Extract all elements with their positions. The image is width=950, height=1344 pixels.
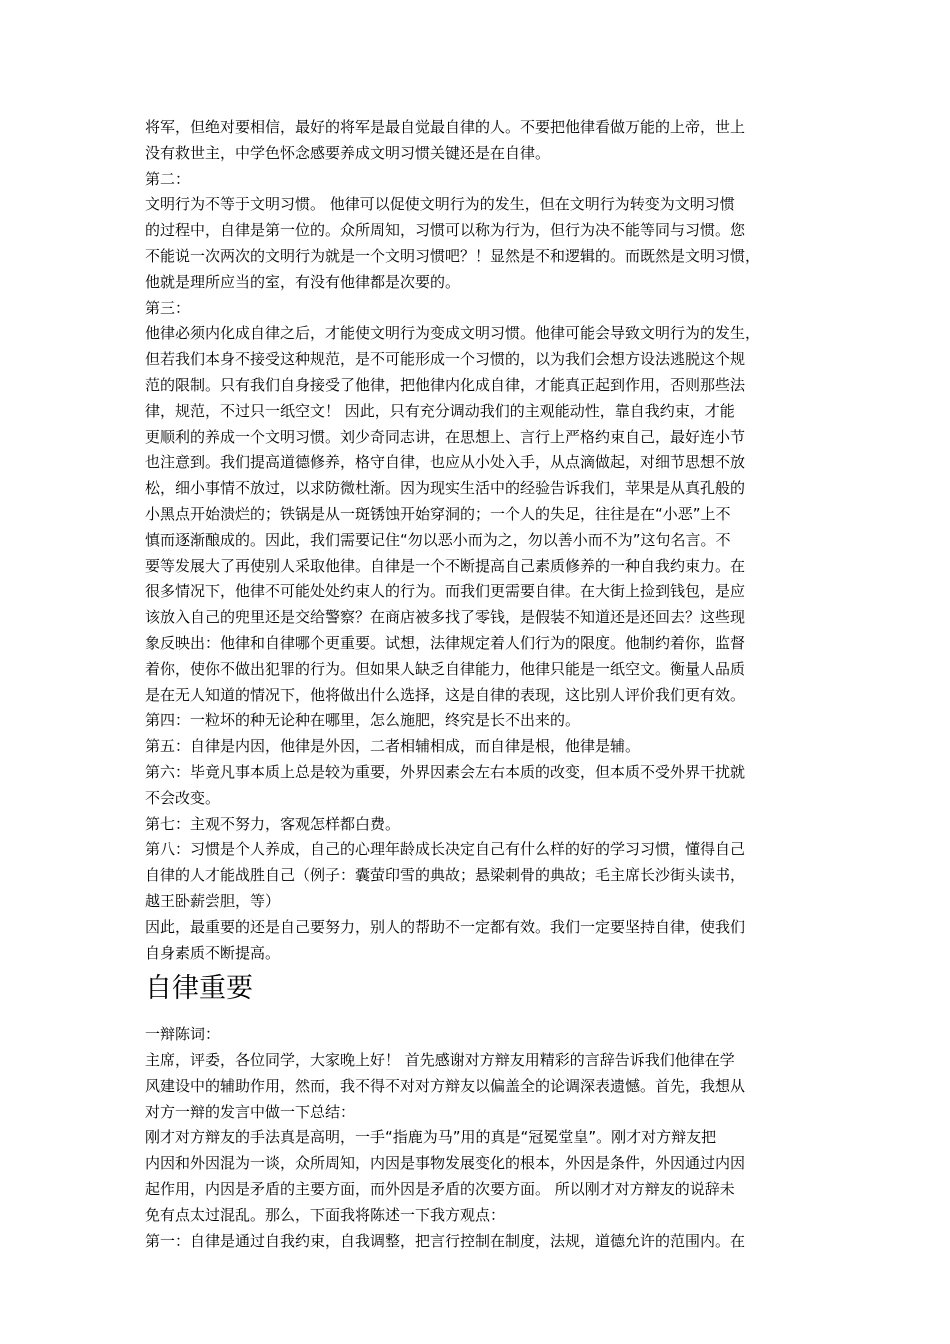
text-line: 不能说一次两次的文明行为就是一个文明习惯吧？！显然是不和逻辑的。而既然是文明习惯， [145, 246, 761, 265]
text-line: 将军，但绝对要相信，最好的将军是最自觉最自律的人。不要把他律看做万能的上帝，世上 [145, 118, 746, 136]
text-line: 第四：一粒坏的种无论种在哪里，怎么施肥，终究是长不出来的。 [145, 711, 581, 730]
text-line: 自律的人才能战胜自己（例子：囊萤印雪的典故；悬梁刺骨的典故；毛主席长沙街头读书， [145, 866, 746, 885]
text-line: 要等发展大了再使别人采取他律。自律是一个不断提高自己素质修养的一种自我约束力。在 [145, 556, 746, 575]
text-line: 对方一辩的发言中做一下总结： [145, 1102, 356, 1121]
text-line: 没有救世主，中学色怀念感要养成文明习惯关键还是在自律。 [145, 143, 551, 162]
text-line: 刚才对方辩友的手法真是高明，一手“指鹿为马”用的真是“冠冕堂皇”。刚才对方辩友把 [145, 1128, 717, 1147]
text-line: 更顺利的养成一个文明习惯。刘少奇同志讲，在思想上、言行上严格约束自己，最好连小节 [145, 427, 746, 446]
document-page [145, 115, 813, 1254]
text-line: 松，细小事情不放过，以求防微杜渐。因为现实生活中的经验告诉我们，苹果是从真孔般的 [145, 479, 746, 498]
text-line: 第二： [145, 169, 191, 188]
text-line: 第八：习惯是个人养成，自己的心理年龄成长决定自己有什么样的好的学习习惯，懂得自己 [145, 840, 746, 859]
text-line: 越王卧薪尝胆，等） [145, 891, 281, 910]
text-line: 文明行为不等于文明习惯。 他律可以促使文明行为的发生，但在文明行为转变为文明习惯 [145, 195, 735, 214]
text-line: 风建设中的辅助作用，然而，我不得不对对方辩友以偏盖全的论调深表遗憾。首先，我想从 [145, 1076, 746, 1095]
text-line: 律，规范，不过只一纸空文！ 因此，只有充分调动我们的主观能动性，靠自我约束，才能 [145, 401, 735, 420]
body-text-top [145, 115, 813, 966]
text-line: 起作用，内因是矛盾的主要方面，而外因是矛盾的次要方面。 所以刚才对方辩友的说辞未 [145, 1180, 735, 1199]
section-heading: 自律重要 [145, 973, 253, 1005]
text-line: 小黑点开始溃烂的；铁锅是从一斑锈蚀开始穿洞的；一个人的失足，往往是在“小恶”上不 [145, 504, 731, 523]
text-line: 是在无人知道的情况下，他将做出什么选择，这是自律的表现，这比别人评价我们更有效。 [145, 685, 746, 704]
text-line: 的过程中，自律是第一位的。众所周知，习惯可以称为行为，但行为决不能等同与习惯。您 [145, 221, 746, 240]
text-line: 免有点太过混乱。那么，下面我将陈述一下我方观点： [145, 1205, 506, 1224]
text-line: 内因和外因混为一谈，众所周知，内因是事物发展变化的根本，外因是条件，外因通过内因 [145, 1154, 746, 1173]
text-line: 他律必须内化成自律之后，才能使文明行为变成文明习惯。他律可能会导致文明行为的发生， [145, 324, 761, 343]
text-line: 慎而逐渐酿成的。因此，我们需要记住“勿以恶小而为之，勿以善小而不为”这句名言。不 [145, 530, 731, 549]
text-line: 第七：主观不努力，客观怎样都白费。 [145, 814, 401, 833]
text-line: 很多情况下，他律不可能处处约束人的行为。而我们更需要自律。在大街上捡到钱包，是应 [145, 582, 746, 601]
text-line: 主席，评委，各位同学，大家晚上好！ 首先感谢对方辩友用精彩的言辞告诉我们他律在学 [145, 1051, 735, 1070]
text-line: 但若我们本身不接受这种规范，是不可能形成一个习惯的，以为我们会想方设法逃脱这个规 [145, 350, 746, 369]
text-line: 着你，使你不做出犯罪的行为。但如果人缺乏自律能力，他律只能是一纸空文。衡量人品质 [145, 659, 746, 678]
text-line: 也注意到。我们提高道德修养，格守自律，也应从小处入手，从点滴做起，对细节思想不放 [145, 453, 746, 472]
text-line: 第六：毕竟凡事本质上总是较为重要，外界因素会左右本质的改变，但本质不受外界干扰就 [145, 762, 746, 781]
text-line: 第三： [145, 298, 191, 317]
text-line: 不会改变。 [145, 788, 221, 807]
text-line: 第一：自律是通过自我约束，自我调整，把言行控制在制度，法规，道德允许的范围内。在 [145, 1231, 746, 1250]
body-text-bottom [145, 1022, 813, 1254]
text-line: 第五：自律是内因，他律是外因，二者相辅相成，而自律是根，他律是辅。 [145, 737, 641, 756]
text-line: 自身素质不断提高。 [145, 943, 281, 962]
text-line: 该放入自己的兜里还是交给警察？在商店被多找了零钱，是假装不知道还是还回去？这些现 [145, 608, 746, 627]
text-line: 因此，最重要的还是自己要努力，别人的帮助不一定都有效。我们一定要坚持自律，使我们 [145, 917, 746, 936]
text-line: 他就是理所应当的室，有没有他律都是次要的。 [145, 272, 461, 291]
text-line: 一辩陈词： [145, 1025, 221, 1044]
text-line: 范的限制。只有我们自身接受了他律，把他律内化成自律，才能真正起到作用，否则那些法 [145, 375, 746, 394]
text-line: 象反映出：他律和自律哪个更重要。试想，法律规定着人们行为的限度。他制约着你，监督 [145, 633, 746, 652]
